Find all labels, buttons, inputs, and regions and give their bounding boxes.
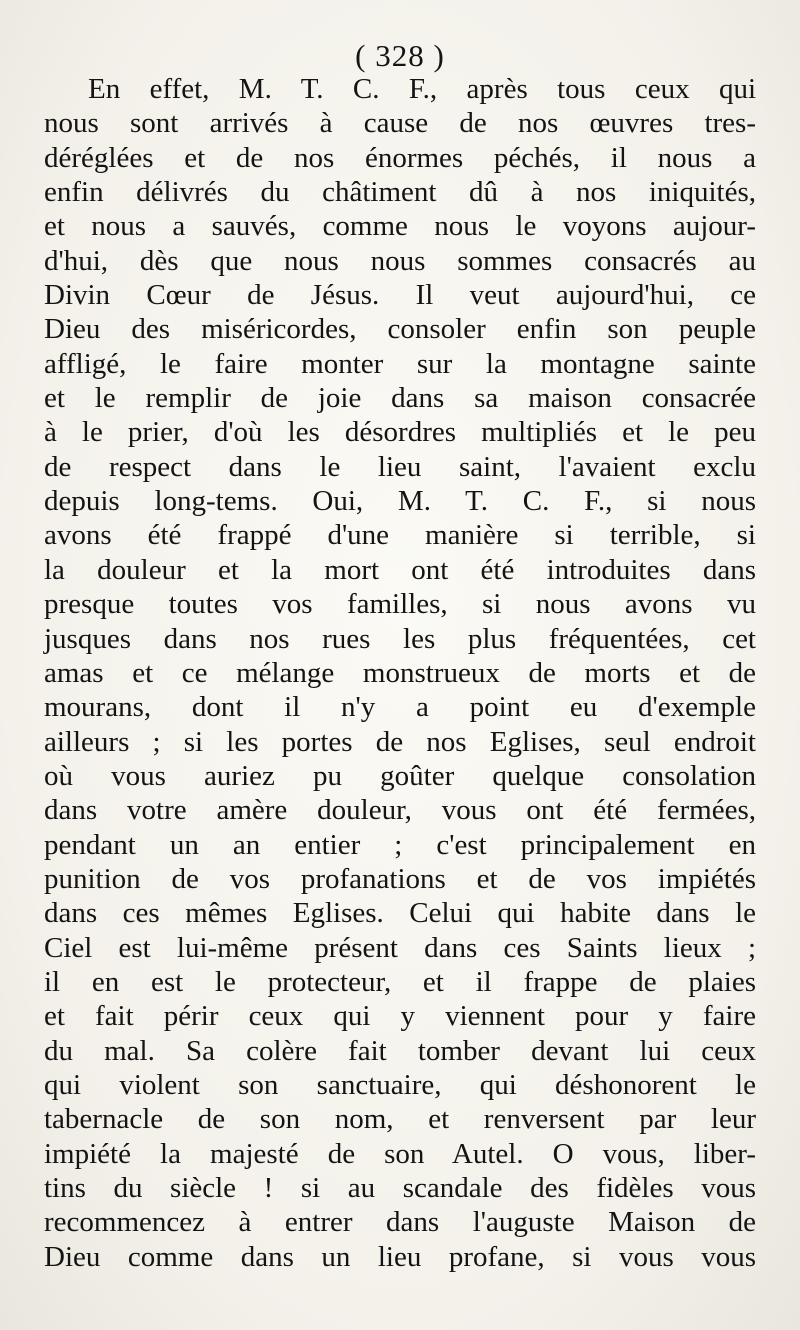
text-line: déréglées et de nos énormes péchés, il nous a	[44, 141, 756, 174]
text-line: où vous auriez pu goûter quelque consolation	[44, 759, 756, 792]
text-line: En effet, M. T. C. F., après tous ceux qui	[88, 73, 756, 105]
text-line: Dieu comme dans un lieu profane, si vous vous	[44, 1240, 756, 1273]
page-number: ( 328 )	[355, 38, 445, 73]
text-line: Ciel est lui-même présent dans ces Saints lieux ;	[44, 931, 756, 964]
text-line: il en est le protecteur, et il frappe de plaies	[44, 965, 756, 998]
text-line: recommencez à entrer dans l'auguste Maison de	[44, 1206, 756, 1239]
text-line: pendant un an entier ; c'est principalement en	[44, 828, 756, 861]
text-line: et le remplir de joie dans sa maison consacrée	[44, 382, 756, 415]
text-line: du mal. Sa colère fait tomber devant lui ceux	[44, 1034, 756, 1067]
text-line: punition de vos profanations et de vos impiétés	[44, 862, 756, 895]
text-line: qui violent son sanctuaire, qui déshonorent le	[44, 1068, 756, 1101]
text-line: de respect dans le lieu saint, l'avaient exclu	[44, 450, 756, 483]
text-line: tabernacle de son nom, et renversent par leur	[44, 1103, 756, 1136]
text-line: avons été frappé d'une manière si terrible, si	[44, 519, 756, 552]
text-line: tins du siècle ! si au scandale des fidèles vous	[44, 1172, 756, 1204]
text-line: mourans, dont il n'y a point eu d'exemple	[44, 691, 756, 724]
text-line: dans ces mêmes Eglises. Celui qui habite dans le	[44, 897, 756, 930]
text-line: d'hui, dès que nous nous sommes consacrés au	[44, 244, 756, 277]
text-line: presque toutes vos familles, si nous avons vu	[44, 588, 756, 621]
text-line: Dieu des miséricordes, consoler enfin son peuple	[44, 313, 756, 346]
text-line: ailleurs ; si les portes de nos Eglises, seul endroit	[44, 725, 756, 758]
text-line: jusques dans nos rues les plus fréquentées, cet	[44, 622, 756, 655]
text-line: amas et ce mélange monstrueux de morts et de	[44, 656, 756, 689]
text-line: et fait périr ceux qui y viennent pour y faire	[44, 1000, 756, 1033]
text-line: depuis long-tems. Oui, M. T. C. F., si nous	[44, 485, 756, 518]
text-line: enfin délivrés du châtiment dû à nos iniquités,	[44, 176, 756, 209]
body-text	[44, 72, 756, 1274]
text-line: et nous a sauvés, comme nous le voyons aujour-	[44, 210, 756, 243]
text-line: dans votre amère douleur, vous ont été fermées,	[44, 794, 756, 827]
text-line: Divin Cœur de Jésus. Il veut aujourd'hui, ce	[44, 279, 756, 312]
text-line: impiété la majesté de son Autel. O vous, liber-	[44, 1137, 756, 1170]
text-line: à le prier, d'où les désordres multipliés et le peu	[44, 416, 756, 449]
text-line: la douleur et la mort ont été introduites dans	[44, 553, 756, 586]
text-line: affligé, le faire monter sur la montagne sainte	[44, 347, 756, 380]
text-line: nous sont arrivés à cause de nos œuvres tres-	[44, 107, 756, 140]
